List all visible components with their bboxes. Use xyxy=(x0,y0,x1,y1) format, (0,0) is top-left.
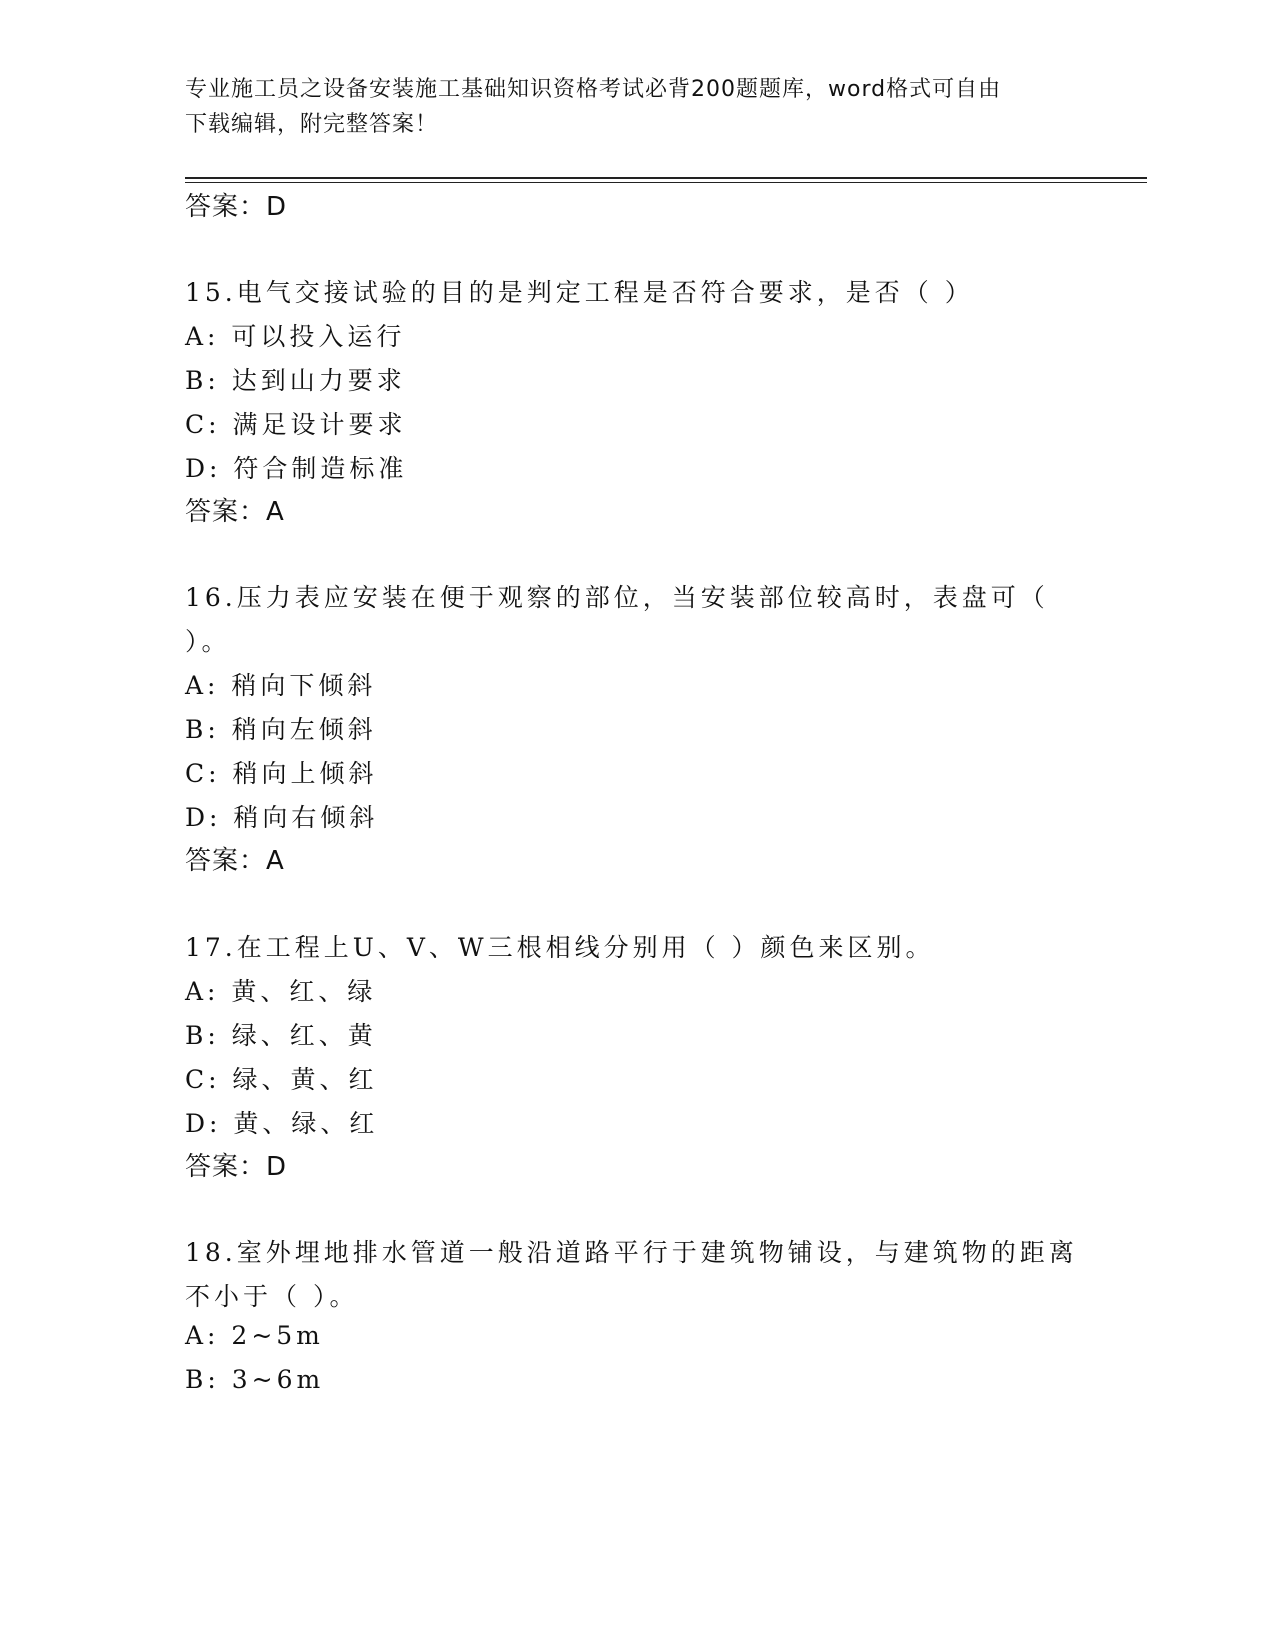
question-15-option-d: D: 符合制造标准 xyxy=(185,454,408,483)
question-15-option-a: A: 可以投入运行 xyxy=(185,322,406,351)
question-17-option-c: C: 绿、黄、红 xyxy=(185,1065,378,1094)
question-17-answer: 答案：D xyxy=(185,1152,288,1182)
question-16-stem-line-2: ）。 xyxy=(185,627,231,656)
question-16-option-a: A: 稍向下倾斜 xyxy=(185,671,377,700)
question-17-option-b: B: 绿、红、黄 xyxy=(185,1021,377,1050)
question-17-option-d: D: 黄、绿、红 xyxy=(185,1109,379,1138)
question-16-answer: 答案：A xyxy=(185,846,285,876)
question-17-option-a: A: 黄、红、绿 xyxy=(185,977,377,1006)
question-16-option-d: D: 稍向右倾斜 xyxy=(185,803,379,832)
question-15-option-c: C: 满足设计要求 xyxy=(185,410,407,439)
header-line-1: 专业施工员之设备安装施工基础知识资格考试必背200题题库，word格式可自由 xyxy=(185,77,1002,102)
question-15-option-b: B: 达到山力要求 xyxy=(185,366,406,395)
question-15-answer: 答案：A xyxy=(185,497,285,527)
question-16-option-b: B: 稍向左倾斜 xyxy=(185,715,377,744)
question-18-option-a: A: 2~5m xyxy=(185,1321,324,1350)
document-header xyxy=(185,72,1065,142)
question-18-stem-line-1: 18.室外埋地排水管道一般沿道路平行于建筑物铺设，与建筑物的距离 xyxy=(185,1238,1078,1267)
question-16-option-c: C: 稍向上倾斜 xyxy=(185,759,378,788)
question-17-stem: 17.在工程上U、V、W三根相线分别用（ ）颜色来区别。 xyxy=(185,933,935,962)
question-18-stem-line-2: 不小于（ ）。 xyxy=(185,1282,359,1311)
header-divider-thin xyxy=(185,182,1147,183)
question-15-stem: 15.电气交接试验的目的是判定工程是否符合要求，是否（ ） xyxy=(185,278,974,307)
header-line-2: 下载编辑，附完整答案！ xyxy=(185,112,439,137)
question-16-stem-line-1: 16.压力表应安装在便于观察的部位，当安装部位较高时，表盘可（ xyxy=(185,583,1049,612)
header-divider-thick xyxy=(185,177,1147,179)
previous-answer: 答案：D xyxy=(185,192,288,222)
question-18-option-b: B: 3~6m xyxy=(185,1365,325,1394)
